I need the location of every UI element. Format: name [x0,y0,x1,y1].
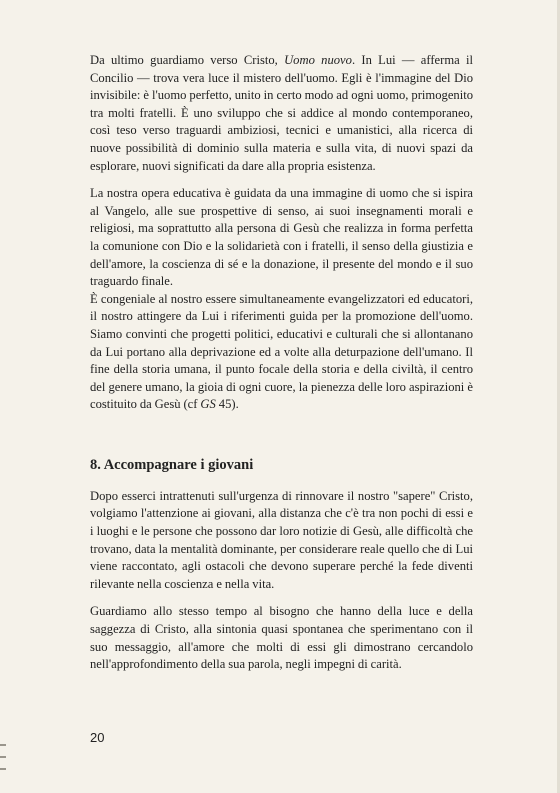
paragraph-congeniale [90,291,473,414]
paragraph-text: 45). [215,397,239,412]
edge-mark [0,756,6,758]
page-body [90,52,473,684]
paragraph-text: Da ultimo guardiamo verso Cristo, [90,53,285,67]
paragraph-accompagnare-1: Dopo esserci intrattenuti sull'urgenza di rinnovare il nostro "sapere" Cristo, volgiamo l'attenzione ai giovani, alla distanza che c'è tra non pochi di essi e i luoghi e le persone che possono dar loro notizie di Gesù, alle difficoltà che trovano, data la mentalità dominante, per considerare reale quello che di Lui viene raccontato, agli ostacoli che devono superare perché la fede diventi rilevante nella coscienza e nella vita. [90,488,473,591]
paragraph-opera-educativa: La nostra opera educativa è guidata da una immagine di uomo che si ispira al Vangelo, alle sue prospettive di senso, ai suoi insegnamenti morali e religiosi, ma soprattutto alla persona di Gesù che realizza in forma perfetta la comunione con Dio e la solidarietà con i fratelli, il senso della giustizia e dell'amore, la coscienza di sé e la donazione, il presente del mondo e il suo traguardo finale. [90,186,473,289]
edge-mark [0,744,6,746]
italic-reference: GS [200,397,216,412]
edge-mark [0,768,6,770]
italic-phrase: Uomo nuovo [284,53,352,67]
paragraph-text: È congeniale al nostro essere simultaneamente evangelizzatori ed educatori, il nostro attingere da Lui i riferimenti guida per la promozione dell'uomo. Siamo convinti che progetti politici, educativi e culturali che si allontanano da Lui portano alla deprivazione ed a volte alla deturpazione dell'umano. Il fine della storia umana, il punto focale della storia e della civiltà, il centro del genere umano, la gioia di ogni cuore, la pienezza delle loro aspirazioni è costituito da Gesù (cf [90,291,473,412]
page-number: 20 [90,730,105,745]
section-heading: 8. Accompagnare i giovani [90,456,254,473]
paragraph-accompagnare-2: Guardiamo allo stesso tempo al bisogno che hanno della luce e della saggezza di Cristo, alla sintonia quasi spontanea che sperimentano con il suo messaggio, all'amore che molti di essi gli dimostrano cercandolo nell'approfondimento della sua parola, negli impegni di carità. [90,604,473,672]
paragraph-cristo-uomo-nuovo [90,52,473,175]
paragraph-text: . In Lui — afferma il Concilio — trova vera luce il mistero dell'uomo. Egli è l'immagine del Dio invisibile: è l'uomo perfetto, unito in certo modo ad ogni uomo, primogenito tra molti fratelli. È uno sviluppo che si addice al mondo contemporaneo, così teso verso traguardi ambiziosi, tecnici e umanistici, alla ricerca di nuove possibilità di dominio sulla materia e sulla vita, di nuovi spazi da esplorare, nuovi significati da dare alla propria esistenza. [90,53,474,173]
